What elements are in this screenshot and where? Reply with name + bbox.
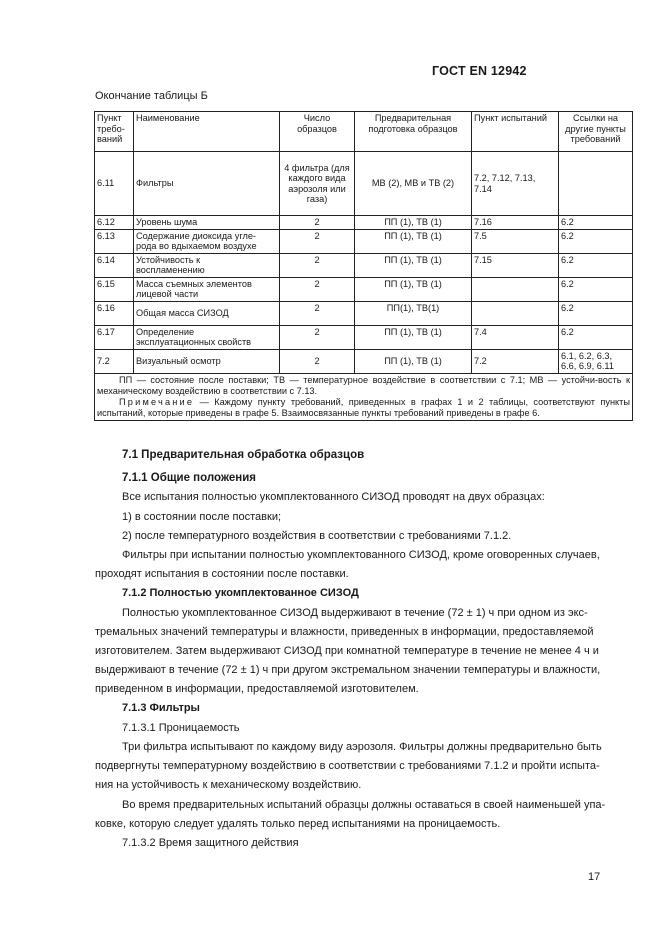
table-row: 6.13 Содержание диоксида угле- рода во вдыхаемом воздухе 2 ПП (1), ТВ (1) 7.5 6.2 [95, 229, 633, 253]
table-note [97, 397, 630, 419]
list-item: 1) в состоянии после поставки; [122, 511, 282, 523]
table-row: 6.15 Масса съемных элементов лицевой части 2 ПП (1), ТВ (1) 6.2 [95, 277, 633, 301]
table-header-row [95, 112, 633, 152]
paragraph-line: ния на устойчивость к механическому воздействию. [95, 779, 362, 791]
header-test-clause: Пункт испытаний [472, 112, 559, 152]
note-label: Примечание [119, 396, 195, 407]
header-refs: Ссылки на другие пункты требований [559, 112, 633, 152]
table-caption: Окончание таблицы Б [95, 90, 208, 102]
section-7-1-3-2-title: 7.1.3.2 Время защитного действия [122, 837, 299, 849]
note-text: — Каждому пункту требований, приведенных в графах 1 и 2 таблицы, соответствуют пункты испытаний, которые приведены в графе 5. Взаимосвязанные пункты требований приведены в графе 6. [97, 396, 630, 418]
section-7-1-title: 7.1 Предварительная обработка образцов [122, 449, 365, 461]
paragraph-line: выдерживают в течение (72 ± 1) ч при другом экстремальном значении температуры и влажности, [95, 664, 601, 676]
paragraph-line: проходят испытания в состоянии после поставки. [95, 568, 349, 580]
requirements-table [94, 111, 633, 421]
section-7-1-3-1-title: 7.1.3.1 Проницаемость [122, 722, 240, 734]
section-7-1-2-title: 7.1.2 Полностью укомплектованное СИЗОД [122, 587, 359, 599]
table-row: 7.2 Визуальный осмотр 2 ПП (1), ТВ (1) 7.2 6.1, 6.2, 6.3, 6.6, 6.9, 6.11 [95, 349, 633, 373]
table-row: 6.16 Общая масса СИЗОД 2 ПП(1), ТВ(1) 6.2 [95, 301, 633, 325]
paragraph-line: подвергнуты температурному воздействию в соответствии с требованиями 7.1.2 и пройти испыта- [95, 760, 600, 772]
header-prep: Предварительная подготовка образцов [355, 112, 472, 152]
page-number: 17 [588, 871, 601, 883]
table-notes-row [95, 373, 633, 420]
paragraph-line: ковке, которую следует удалять только перед испытаниями на проницаемость. [95, 818, 501, 830]
paragraph-line: приведенном в информации, предоставляемой изготовителем. [95, 683, 419, 695]
header-clause: Пункт требо- ваний [95, 112, 134, 152]
table-row: 6.11 Фильтры 4 фильтра (для каждого вида аэрозоля или газа) МВ (2), МВ и ТВ (2) 7.2, 7.12, 7.13, 7.14 [95, 152, 633, 216]
section-7-1-1-title: 7.1.1 Общие положения [122, 472, 257, 484]
table-row: 6.12 Уровень шума 2 ПП (1), ТВ (1) 7.16 6.2 [95, 216, 633, 230]
standard-code: ГОСТ EN 12942 [432, 64, 527, 78]
paragraph-line: тремальных значений температуры и влажности, приведенных в информации, предоставляемой [95, 626, 594, 638]
table-row: 6.17 Определение эксплуатационных свойств 2 ПП (1), ТВ (1) 7.4 6.2 [95, 325, 633, 349]
header-name: Наименование [134, 112, 280, 152]
header-count: Число образцов [280, 112, 355, 152]
paragraph: Три фильтра испытывают по каждому виду аэрозоля. Фильтры должны предварительно быть [122, 741, 602, 753]
paragraph: Все испытания полностью укомплектованного СИЗОД проводят на двух образцах: [122, 491, 545, 503]
table-legend: ПП — состояние после поставки; ТВ — температурное воздействие в соответствии с 7.1; МВ — устойчи-вость к механическому воздействию в соответствии с 7.13. [97, 374, 630, 396]
table-row: 6.14 Устойчивость к воспламенению 2 ПП (1), ТВ (1) 7.15 6.2 [95, 253, 633, 277]
section-7-1-3-title: 7.1.3 Фильтры [122, 702, 200, 714]
paragraph: Полностью укомплектованное СИЗОД выдерживают в течение (72 ± 1) ч при одном из экс- [122, 607, 588, 619]
list-item: 2) после температурного воздействия в соответствии с требованиями 7.1.2. [122, 530, 512, 542]
paragraph: Во время предварительных испытаний образцы должны оставаться в своей наименьшей упа- [122, 799, 606, 811]
paragraph-line: изготовителем. Затем выдерживают СИЗОД при комнатной температуре в течение не менее 4 ч и [95, 645, 599, 657]
paragraph: Фильтры при испытании полностью укомплектованного СИЗОД, кроме оговоренных случаев, [122, 549, 600, 561]
